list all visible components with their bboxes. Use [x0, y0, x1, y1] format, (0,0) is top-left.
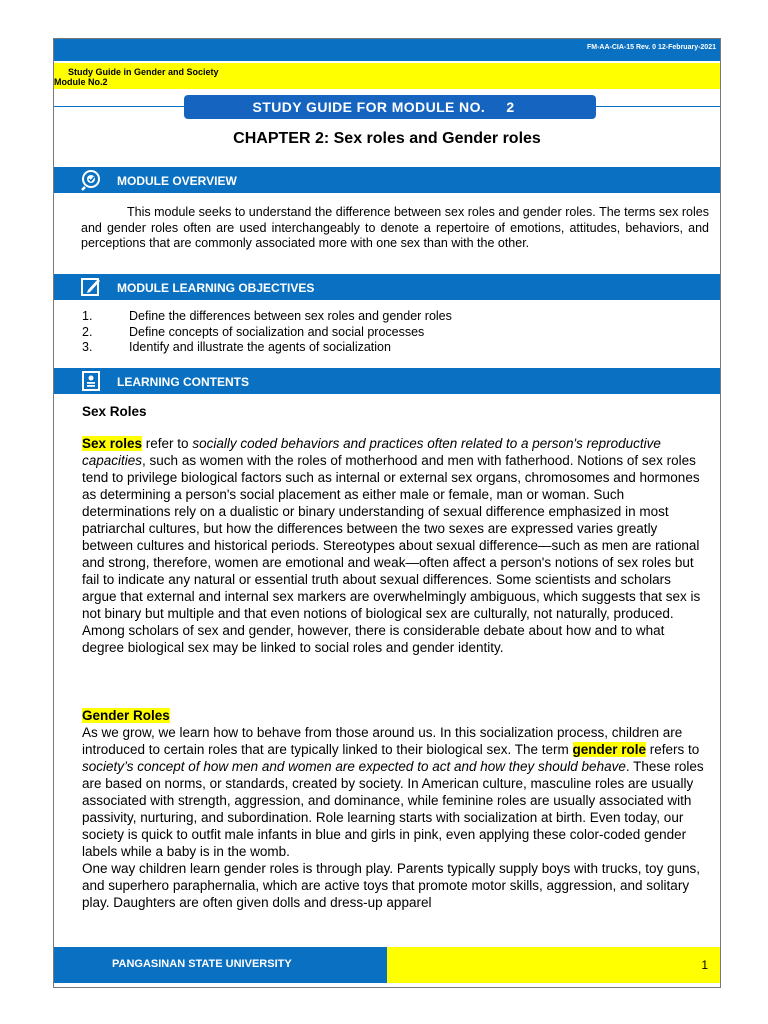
document-user-icon — [80, 370, 102, 392]
sex-roles-paragraph — [82, 435, 708, 656]
chapter-title: CHAPTER 2: Sex roles and Gender roles — [233, 130, 541, 147]
university-name: PANGASINAN STATE UNIVERSITY — [112, 958, 292, 970]
objective-text: Identify and illustrate the agents of socialization — [129, 340, 391, 354]
study-guide-page — [53, 38, 721, 988]
pencil-box-icon — [80, 276, 102, 298]
objective-text: Define the differences between sex roles and gender roles — [129, 309, 452, 323]
sex-roles-definition: socially coded behaviors and practices often related to a person's reproductive capacities — [82, 436, 661, 468]
objective-number: 3. — [82, 340, 93, 354]
overview-paragraph: This module seeks to understand the difference between sex roles and gender roles. The terms sex roles and gender roles often are used interchangeably to denote a repertoire of emotions, attitudes, behaviors, and perceptions that are commonly associated more with one sex than with the other. — [81, 205, 709, 250]
gender-roles-heading: Gender Roles — [82, 708, 170, 723]
text-run: refers to — [646, 742, 700, 757]
section-label-overview: MODULE OVERVIEW — [117, 174, 237, 188]
gender-roles-block — [82, 707, 708, 911]
module-label: Module No.2 — [54, 77, 108, 87]
guide-banner — [184, 95, 596, 119]
magnifier-badge-icon — [80, 169, 102, 191]
guide-banner-text: STUDY GUIDE FOR MODULE NO. — [252, 99, 486, 115]
text-run: One way children learn gender roles is through play. Parents typically supply boys with trucks, toy guns, and superhero paraphernalia, which are active toys that promote motor skills, aggression, and solitary play. Daughters are often given dolls and dress-up apparel — [82, 861, 701, 910]
sex-roles-term: Sex roles — [82, 436, 143, 451]
objectives-list — [82, 309, 452, 356]
overview-text — [81, 205, 709, 252]
text-run: . These roles are based on norms, or standards, created by society. In American culture, masculine roles are usually associated with strength, aggression, and dominance, while feminine roles are usually associated with passivity, nurturing, and subordination. Role learning starts with socialization at birth. Even today, our society is quick to outfit male infants in blue and girls in pink, even applying these color-coded gender labels while a baby is in the womb. — [82, 759, 704, 859]
module-number: 2 — [493, 95, 527, 120]
section-label-contents: LEARNING CONTENTS — [117, 375, 249, 389]
guide-title: Study Guide in Gender and Society — [68, 67, 219, 77]
objective-text: Define concepts of socialization and social processes — [129, 324, 425, 339]
module-header-band — [54, 63, 720, 89]
gender-role-term: gender role — [572, 742, 647, 757]
section-bar-overview — [54, 167, 720, 193]
footer-page — [387, 947, 720, 983]
sex-roles-heading: Sex Roles — [82, 404, 147, 419]
gender-role-definition: society’s concept of how men and women are expected to act and how they should behave — [82, 759, 626, 774]
page-number: 1 — [701, 958, 708, 972]
footer-university — [54, 947, 387, 983]
section-bar-objectives — [54, 274, 720, 300]
section-label-objectives: MODULE LEARNING OBJECTIVES — [117, 281, 315, 295]
objective-number: 1. — [82, 309, 93, 323]
objective-item — [82, 325, 452, 341]
form-code: FM-AA-CIA-15 Rev. 0 12-February-2021 — [586, 44, 716, 51]
text-run: As we grow, we learn how to behave from those around us. In this socialization process, children are introduced to certain roles that are typically linked to their biological sex. The term — [82, 725, 683, 757]
objective-number: 2. — [82, 324, 93, 339]
objective-item — [82, 309, 452, 325]
header-bar — [54, 39, 720, 61]
text-run: , such as women with the roles of motherhood and men with fatherhood. Notions of sex roles tend to privilege biological factors such as internal or external sex organs, chromosomes and hormones as determining a person's social placement as either male or female, man or woman. Such determinations rely on a dualistic or binary understanding of sexual difference emphasized in most patriarchal cultures, but how the differences between the two sexes are expressed varies greatly between cultures and historical periods. Stereotypes about sexual difference—such as men are rational and strong, therefore, women are emotional and weak—often affect a person's notions of sex roles but fail to indicate any natural or essential truth about sexual differences. Some scientists and scholars argue that external and internal sex markers are overwhelmingly ambiguous, which suggests that sex is not binary but multiple and that even notions of biological sex are culturally, not naturally, produced. Among scholars of sex and gender, however, there is considerable debate about how and to what degree biological sex may be linked to social roles and gender identity. — [82, 453, 701, 655]
text-run: refer to — [142, 436, 193, 451]
section-bar-contents — [54, 368, 720, 394]
objective-item — [82, 340, 452, 356]
